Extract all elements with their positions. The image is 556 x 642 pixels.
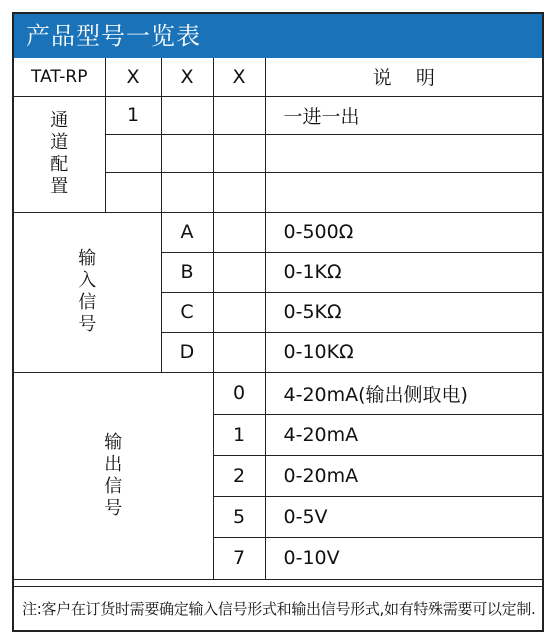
output-code: 5 <box>213 496 265 537</box>
input-code: A <box>161 212 213 252</box>
channel-desc: 一进一出 <box>265 96 542 134</box>
model-code-header: TAT-RP <box>14 58 105 96</box>
input-desc: 0-5KΩ <box>265 292 542 332</box>
output-code: 1 <box>213 414 265 455</box>
channel-group-label: 通道配置 <box>14 96 105 212</box>
output-desc: 4-20mA(输出侧取电) <box>265 372 542 414</box>
table-row <box>14 372 542 414</box>
table-row <box>14 96 542 134</box>
channel-code <box>105 134 161 172</box>
channel-desc <box>265 172 542 212</box>
output-desc: 0-5V <box>265 496 542 537</box>
input-code: B <box>161 252 213 292</box>
output-desc: 0-10V <box>265 537 542 579</box>
channel-desc <box>265 134 542 172</box>
output-desc: 0-20mA <box>265 455 542 496</box>
table-header-row <box>14 58 542 96</box>
input-desc: 0-10KΩ <box>265 332 542 372</box>
description-header: 说 明 <box>265 58 542 96</box>
table-row <box>14 212 542 252</box>
order-note: 注:客户在订货时需要确定输入信号形式和输出信号形式,如有特殊需要可以定制. <box>14 586 542 630</box>
channel-code <box>105 172 161 212</box>
output-code: 2 <box>213 455 265 496</box>
input-group-label: 输入信号 <box>14 212 161 372</box>
x-header-3: X <box>213 58 265 96</box>
input-code: D <box>161 332 213 372</box>
channel-code: 1 <box>105 96 161 134</box>
model-table <box>14 58 542 580</box>
x-header-1: X <box>105 58 161 96</box>
output-code: 7 <box>213 537 265 579</box>
output-desc: 4-20mA <box>265 414 542 455</box>
input-code: C <box>161 292 213 332</box>
page-title: 产品型号一览表 <box>14 14 542 58</box>
model-table-card <box>12 12 544 632</box>
x-header-2: X <box>161 58 213 96</box>
input-desc: 0-1KΩ <box>265 252 542 292</box>
output-code: 0 <box>213 372 265 414</box>
output-group-label: 输出信号 <box>14 372 213 579</box>
input-desc: 0-500Ω <box>265 212 542 252</box>
